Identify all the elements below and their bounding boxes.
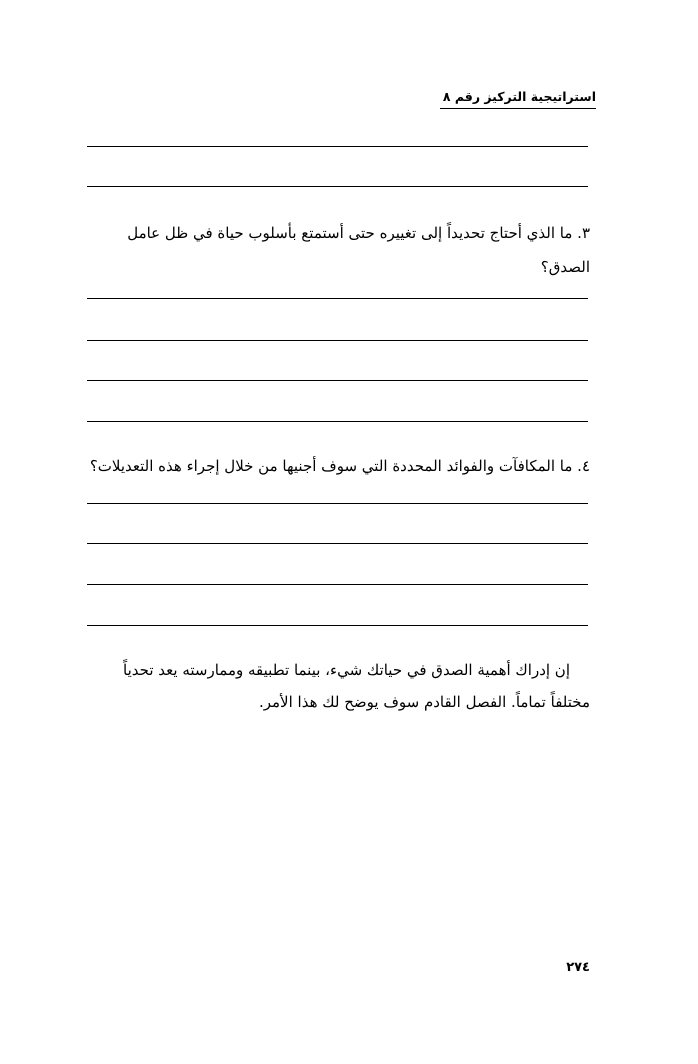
page-number: ٢٧٤ bbox=[566, 960, 590, 975]
answer-line bbox=[87, 340, 588, 341]
answer-line bbox=[87, 186, 588, 187]
answer-line bbox=[87, 421, 588, 422]
answer-line bbox=[87, 380, 588, 381]
question-4: ٤. ما المكافآت والفوائد المحددة التي سوف أجنيها من خلال إجراء هذه التعديلات؟ bbox=[89, 457, 590, 475]
answer-line bbox=[87, 503, 588, 504]
answer-line bbox=[87, 625, 588, 626]
question-3: ٣. ما الذي أحتاج تحديداً إلى تغييره حتى أستمتع بأسلوب حياة في ظل عامل الصدق؟ bbox=[127, 224, 590, 276]
answer-line bbox=[87, 146, 588, 147]
answer-line bbox=[87, 298, 588, 299]
answer-line bbox=[87, 543, 588, 544]
running-header bbox=[440, 86, 596, 109]
answer-line bbox=[87, 584, 588, 585]
closing-paragraph-line-2: مختلفاً تماماً. الفصل القادم سوف يوضح لك هذا الأمر. bbox=[258, 693, 590, 711]
running-header-title: استراتيجية التركيز رقم ٨ bbox=[442, 89, 596, 104]
closing-paragraph-line-1: إن إدراك أهمية الصدق في حياتك شيء، بينما تطبيقه وممارسته يعد تحدياً bbox=[123, 661, 570, 679]
closing-paragraph bbox=[85, 654, 590, 718]
